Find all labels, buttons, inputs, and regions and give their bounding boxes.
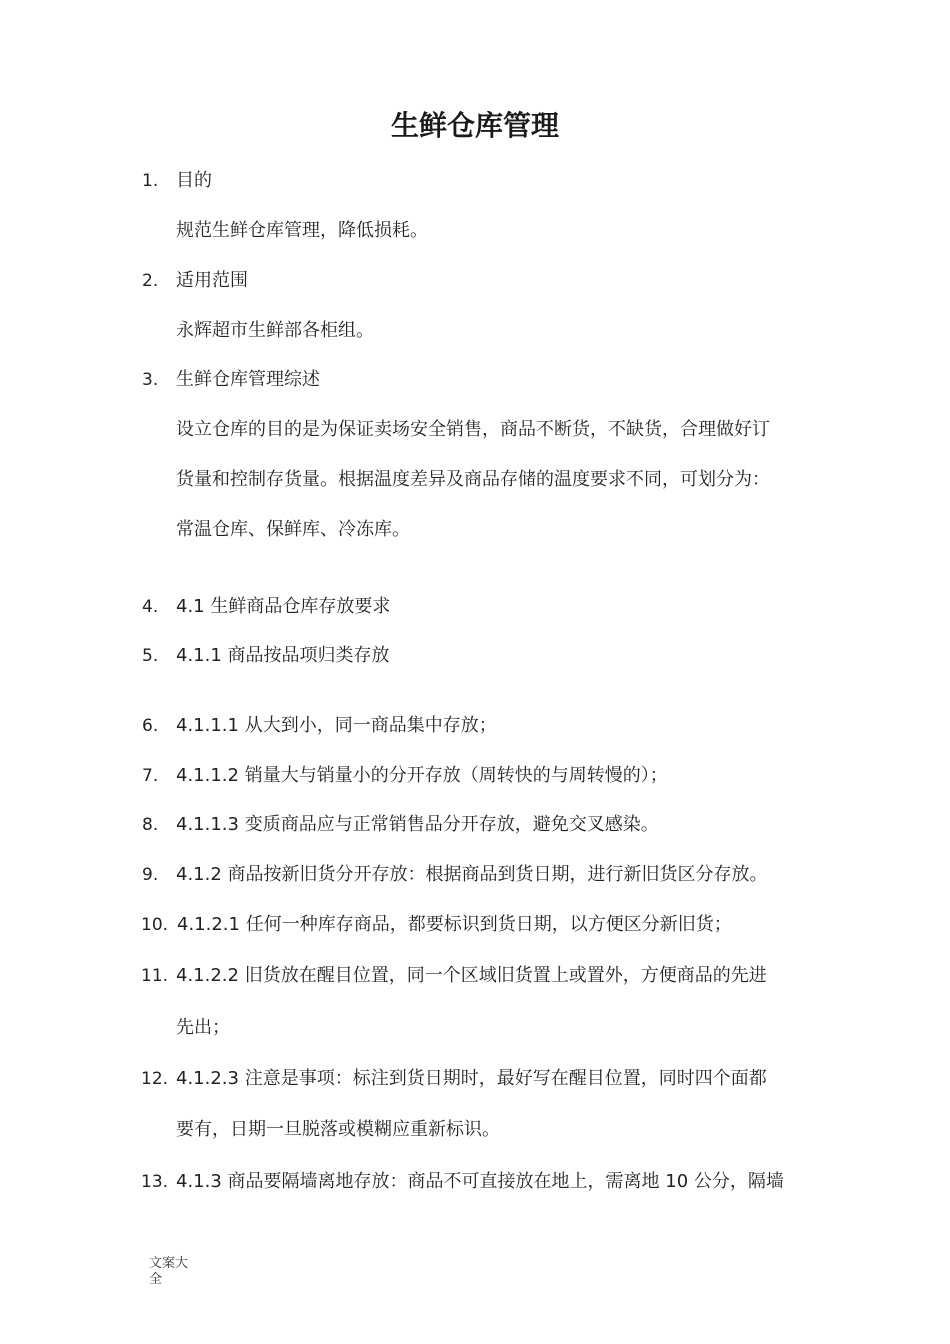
list-item-text: 4.1.2 商品按新旧货分开存放：根据商品到货日期，进行新旧货区分存放。 xyxy=(176,864,768,885)
list-number: 10. xyxy=(141,915,169,935)
list-item-text: 4.1.2.2 旧货放在醒目位置，同一个区域旧货置上或置外，方便商品的先进 xyxy=(176,965,767,986)
list-number: 4. xyxy=(142,597,159,617)
list-number: 12. xyxy=(141,1069,169,1089)
list-item-text: 适用范围 xyxy=(176,270,248,291)
list-number: 5. xyxy=(142,646,159,666)
paragraph-text: 永辉超市生鲜部各柜组。 xyxy=(176,320,374,341)
list-item-text: 4.1.1.3 变质商品应与正常销售品分开存放，避免交叉感染。 xyxy=(176,814,659,835)
paragraph-text: 常温仓库、保鲜库、冷冻库。 xyxy=(176,519,410,540)
document-title: 生鲜仓库管理 xyxy=(390,109,559,142)
list-item-text: 目的 xyxy=(176,170,212,191)
list-item-text: 4.1.1 商品按品项归类存放 xyxy=(176,645,390,666)
list-number: 1. xyxy=(142,171,159,191)
list-number: 6. xyxy=(142,716,159,736)
list-number: 9. xyxy=(142,865,159,885)
list-item-text: 4.1.2.3 注意是事项：标注到货日期时，最好写在醒目位置，同时四个面都 xyxy=(176,1068,767,1089)
list-number: 7. xyxy=(142,766,159,786)
list-item-text: 要有，日期一旦脱落或模糊应重新标识。 xyxy=(176,1119,500,1140)
page-footer: 文案大全 xyxy=(149,1256,189,1287)
paragraph-text: 货量和控制存货量。根据温度差异及商品存储的温度要求不同，可划分为： xyxy=(176,469,770,490)
list-number: 11. xyxy=(141,966,169,986)
paragraph-text: 设立仓库的目的是为保证卖场安全销售，商品不断货，不缺货，合理做好订 xyxy=(176,419,770,440)
paragraph-text: 规范生鲜仓库管理，降低损耗。 xyxy=(176,220,428,241)
list-number: 8. xyxy=(142,815,159,835)
list-number: 3. xyxy=(142,370,159,390)
list-number: 13. xyxy=(141,1172,169,1192)
list-item-text: 先出； xyxy=(176,1017,230,1038)
list-item-text: 4.1.1.2 销量大与销量小的分开存放（周转快的与周转慢的）； xyxy=(176,765,668,786)
list-item-text: 4.1.1.1 从大到小，同一商品集中存放； xyxy=(176,715,497,736)
list-number: 2. xyxy=(142,271,159,291)
list-item-text: 4.1 生鲜商品仓库存放要求 xyxy=(176,596,391,617)
list-item-text: 生鲜仓库管理综述 xyxy=(176,369,320,390)
list-item-text: 4.1.3 商品要隔墙离地存放：商品不可直接放在地上，需离地 10 公分，隔墙 xyxy=(176,1171,784,1192)
list-item-text: 4.1.2.1 任何一种库存商品，都要标识到货日期，以方便区分新旧货； xyxy=(177,914,732,935)
